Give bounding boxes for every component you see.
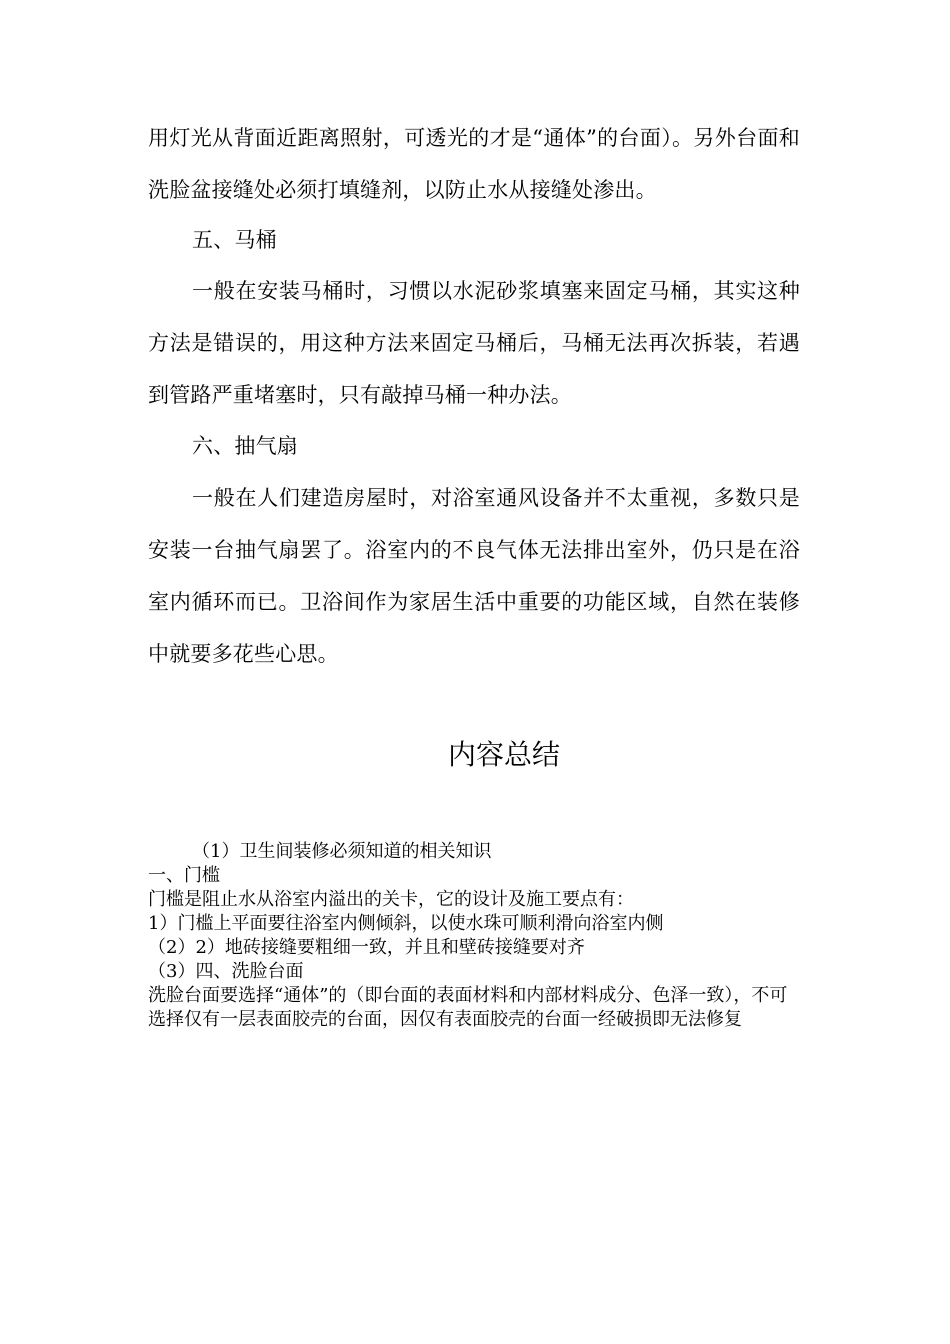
summary-line: 洗脸台面要选择“通体”的（即台面的表面材料和内部材料成分、色泽一致），不可选择仅有一层表面胶壳的台面，因仅有表面胶壳的台面一经破损即无法修复 — [148, 985, 788, 1030]
paragraph-text: 用灯光从背面近距离照射，可透光的才是“通体”的台面）。另外台面和洗脸盆接缝处必须打填缝剂，以防止水从接缝处渗出。 — [148, 126, 800, 202]
paragraph-countertop-end — [148, 112, 800, 216]
summary-title: 内容总结 — [447, 738, 560, 771]
summary-line: 1）门槛上平面要往浴室内侧倾斜，以使水珠可顺利滑向浴室内侧 — [148, 913, 664, 934]
paragraph-text: 一般在安装马桶时，习惯以水泥砂浆填塞来固定马桶，其实这种方法是错误的，用这种方法来固定马桶后，马桶无法再次拆装，若遇到管路严重堵塞时，只有敲掉马桶一种办法。 — [148, 279, 800, 407]
paragraph-text: 一般在人们建造房屋时，对浴室通风设备并不太重视，多数只是安装一台抽气扇罢了。浴室内的不良气体无法排出室外，仍只是在浴室内循环而已。卫浴间作为家居生活中重要的功能区域，自然在装修中就要多花些心思。 — [148, 486, 800, 666]
heading-text: 五、马桶 — [192, 228, 277, 252]
section-heading-exhaust-fan — [148, 420, 800, 472]
summary-line: 一、门槛 — [148, 865, 220, 886]
summary-line: （3）四、洗脸台面 — [148, 961, 304, 982]
summary-line: （2）2）地砖接缝要粗细一致，并且和壁砖接缝要对齐 — [148, 937, 585, 958]
summary-line: （1）卫生间装修必须知道的相关知识 — [192, 841, 492, 862]
summary-line: 门槛是阻止水从浴室内溢出的关卡，它的设计及施工要点有： — [148, 889, 634, 910]
section-heading-toilet — [148, 214, 800, 266]
paragraph-exhaust-fan — [148, 472, 800, 680]
paragraph-toilet — [148, 265, 800, 421]
summary-block — [148, 840, 798, 1032]
heading-text: 六、抽气扇 — [192, 434, 298, 458]
